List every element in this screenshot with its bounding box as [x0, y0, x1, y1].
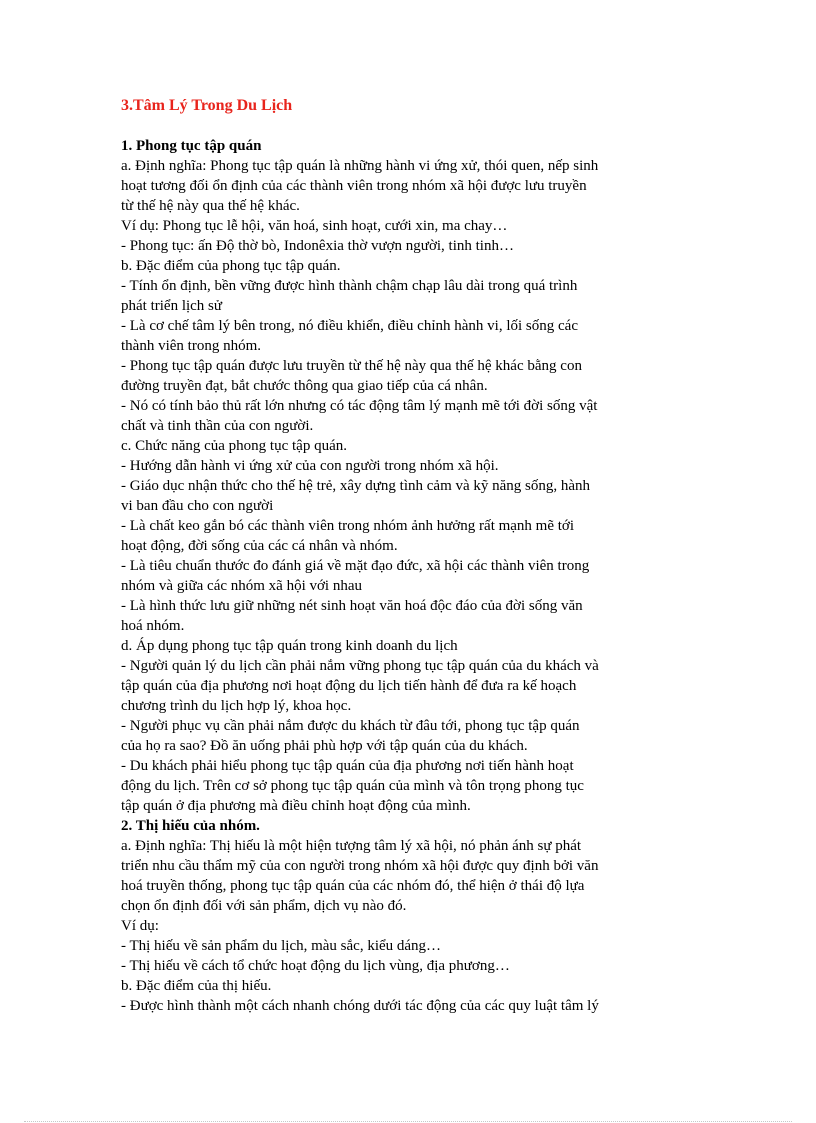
text-line: - Là hình thức lưu giữ những nét sinh hoạt văn hoá độc đáo của đời sống văn: [121, 598, 583, 614]
text-line: hoá nhóm.: [121, 618, 185, 634]
text-line: tập quán ở địa phương mà điều chỉnh hoạt động của mình.: [121, 798, 471, 814]
text-line: chương trình du lịch hợp lý, khoa học.: [121, 698, 352, 714]
text-line: - Du khách phải hiểu phong tục tập quán của địa phương nơi tiến hành hoạt: [121, 758, 574, 774]
text-line: động du lịch. Trên cơ sở phong tục tập quán của mình và tôn trọng phong tục: [121, 778, 584, 794]
text-line: chất và tinh thần của con người.: [121, 418, 314, 434]
text-line: - Phong tục tập quán được lưu truyền từ thế hệ này qua thế hệ khác bằng con: [121, 358, 582, 374]
text-line: Ví dụ:: [121, 918, 159, 934]
text-line: của họ ra sao? Đồ ăn uống phải phù hợp với tập quán của du khách.: [121, 738, 528, 754]
section-customs-body: [121, 156, 701, 816]
text-line: Ví dụ: Phong tục lễ hội, văn hoá, sinh hoạt, cưới xin, ma chay…: [121, 218, 508, 234]
text-line: - Thị hiếu về cách tổ chức hoạt động du lịch vùng, địa phương…: [121, 958, 510, 974]
section-taste-body: [121, 836, 701, 1016]
document-title: 3.Tâm Lý Trong Du Lịch: [121, 97, 293, 114]
text-line: - Người quản lý du lịch cần phải nắm vững phong tục tập quán của du khách và: [121, 658, 599, 674]
text-line: tập quán của địa phương nơi hoạt động du lịch tiến hành để đưa ra kế hoạch: [121, 678, 577, 694]
text-line: chọn ổn định đối với sản phẩm, dịch vụ nào đó.: [121, 898, 407, 914]
text-line: hoạt động, đời sống của các cá nhân và nhóm.: [121, 538, 398, 554]
text-line: triển nhu cầu thẩm mỹ của con người trong nhóm xã hội được quy định bởi văn: [121, 858, 599, 874]
text-line: từ thế hệ này qua thế hệ khác.: [121, 198, 300, 214]
text-line: - Hướng dẫn hành vi ứng xử của con người trong nhóm xã hội.: [121, 458, 499, 474]
text-line: hoá truyền thống, phong tục tập quán của các nhóm đó, thể hiện ở thái độ lựa: [121, 878, 585, 894]
text-line: - Được hình thành một cách nhanh chóng dưới tác động của các quy luật tâm lý: [121, 998, 599, 1014]
page-bottom-divider: [24, 1121, 792, 1122]
text-line: đường truyền đạt, bắt chước thông qua giao tiếp của cá nhân.: [121, 378, 488, 394]
section-heading-customs: 1. Phong tục tập quán: [121, 138, 262, 154]
text-line: b. Đặc điểm của phong tục tập quán.: [121, 258, 341, 274]
text-line: a. Định nghĩa: Phong tục tập quán là những hành vi ứng xử, thói quen, nếp sinh: [121, 158, 599, 174]
text-line: d. Áp dụng phong tục tập quán trong kinh doanh du lịch: [121, 638, 458, 654]
text-line: - Tính ổn định, bền vững được hình thành chậm chạp lâu dài trong quá trình: [121, 278, 578, 294]
document-body: [121, 96, 701, 1016]
text-line: hoạt tương đối ổn định của các thành viên trong nhóm xã hội được lưu truyền: [121, 178, 587, 194]
text-line: - Phong tục: ấn Độ thờ bò, Indonêxia thờ vượn người, tinh tinh…: [121, 238, 514, 254]
text-line: - Nó có tính bảo thủ rất lớn nhưng có tác động tâm lý mạnh mẽ tới đời sống vật: [121, 398, 598, 414]
text-line: - Là cơ chế tâm lý bên trong, nó điều khiển, điều chỉnh hành vi, lối sống các: [121, 318, 578, 334]
text-line: - Giáo dục nhận thức cho thế hệ trẻ, xây dựng tình cảm và kỹ năng sống, hành: [121, 478, 591, 494]
text-line: phát triển lịch sử: [121, 298, 223, 314]
text-line: nhóm và giữa các nhóm xã hội với nhau: [121, 578, 363, 594]
text-line: b. Đặc điểm của thị hiếu.: [121, 978, 272, 994]
section-heading-taste: 2. Thị hiếu của nhóm.: [121, 818, 260, 834]
text-line: a. Định nghĩa: Thị hiếu là một hiện tượng tâm lý xã hội, nó phản ánh sự phát: [121, 838, 582, 854]
text-line: c. Chức năng của phong tục tập quán.: [121, 438, 347, 454]
text-line: - Là tiêu chuẩn thước đo đánh giá về mặt đạo đức, xã hội các thành viên trong: [121, 558, 590, 574]
text-line: - Thị hiếu về sản phẩm du lịch, màu sắc, kiểu dáng…: [121, 938, 442, 954]
text-line: vi ban đầu cho con người: [121, 498, 274, 514]
text-line: - Người phục vụ cần phải nắm được du khách từ đâu tới, phong tục tập quán: [121, 718, 580, 734]
text-line: - Là chất keo gắn bó các thành viên trong nhóm ảnh hưởng rất mạnh mẽ tới: [121, 518, 575, 534]
text-line: thành viên trong nhóm.: [121, 338, 261, 354]
